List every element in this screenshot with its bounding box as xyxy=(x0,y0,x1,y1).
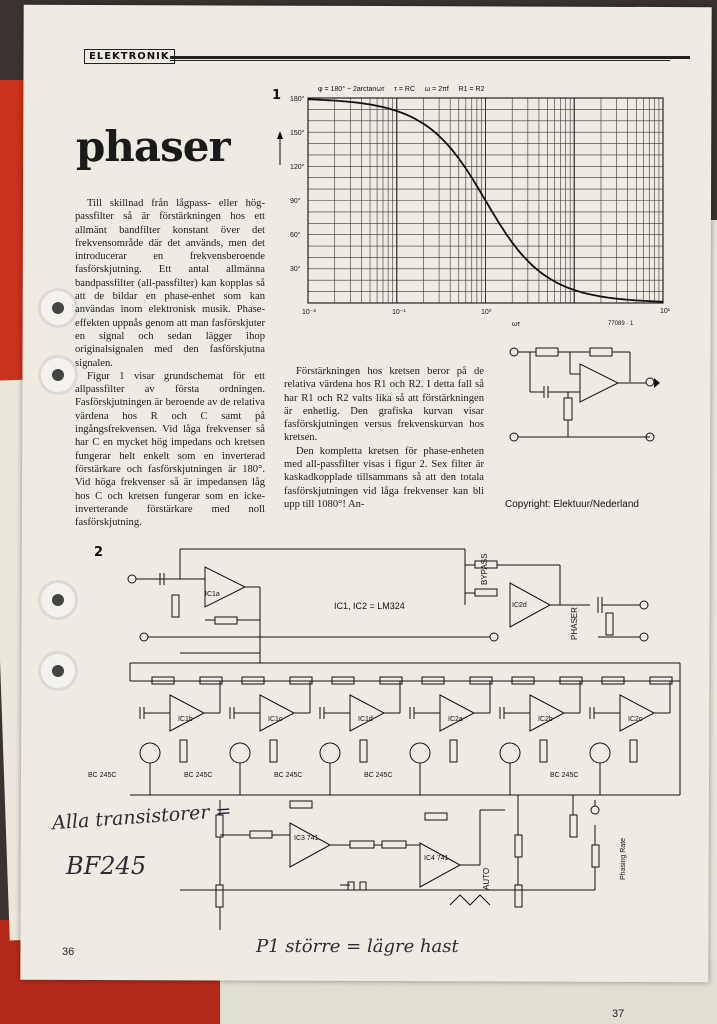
header-rule-thin xyxy=(170,60,670,61)
opamp-label: IC1a xyxy=(205,591,220,598)
x-axis-label: ωτ xyxy=(512,321,521,328)
punch-hole xyxy=(38,651,78,691)
y-tick: 180° xyxy=(290,96,305,103)
ic-note: IC1, IC2 = LM324 xyxy=(334,601,405,611)
paragraph: Den kompletta kretsen för phase-enheten med all-passfilter visas i figur 2. Sex filter är kaskadkopplade tillsammans så att den totala fasförskjutningen vid låga frekvenser kan bli upp till 1080°! An- xyxy=(284,445,484,510)
phase-graph xyxy=(270,95,690,335)
filter-stage-part xyxy=(360,740,367,762)
handwritten-note: P1 större = lägre hast xyxy=(256,936,459,957)
filter-stage-part xyxy=(500,743,520,763)
opamp-label: IC2a xyxy=(448,716,463,723)
filter-stage-part xyxy=(620,695,654,731)
paragraph: Förstärkningen hos kretsen beror på de relativa värdena hos R1 och R2. I detta fall så har R1 och R2 valts lika så att förstärkningen är enhetlig. Den grafiska kurvan visar fasförskjutningen versus frekvenskurvan hos kretsen. xyxy=(284,366,484,444)
filter-stage-part xyxy=(350,695,384,731)
y-tick: 150° xyxy=(290,130,305,137)
filter-stage-part xyxy=(590,743,610,763)
auto-label: AUTO xyxy=(482,867,491,890)
x-tick: 10⁰ xyxy=(481,309,492,316)
paragraph: Till skillnad från lågpass- eller hög-passfilter så är förstärkningen hos ett allmänt bandfilter konstant över det frekvensområde där det används, men det introducerar en frekvensberoende fasförskjutning. Ett antal allmänna bandpassfilter (all-passfilter) kan kopplas så att de bildar en phase-enhet som kan användas inom elektronisk musik. Phase-effekten uppnås genom att man fasförskjuter en signal och sedan lägger ihop originalsignalen med den fasförskjutna signalen. xyxy=(75,198,265,369)
transistor-label: BC 245C xyxy=(88,772,117,779)
x-tick: 10¹ xyxy=(660,308,671,315)
phaser-label: PHASER xyxy=(570,607,579,640)
magazine-logo: ELEKTRONIK xyxy=(84,49,175,64)
transistor-label: BC 245C xyxy=(184,772,213,779)
opamp-label: IC2d xyxy=(512,602,527,609)
opamp-label: IC2c xyxy=(628,716,643,723)
filter-stage-part xyxy=(440,695,474,731)
punch-hole xyxy=(38,580,78,620)
transistor-label: BC 245C xyxy=(550,772,579,779)
x-tick: 10⁻² xyxy=(302,309,316,316)
figure-1-formula: φ = 180° − 2arctanωτ τ = RC ω = 2πf R1 = R2 xyxy=(318,86,485,93)
page-number-left: 36 xyxy=(62,946,75,958)
figure-2-number: 2 xyxy=(94,545,104,560)
opamp-label: IC4 741 xyxy=(424,855,449,862)
handwritten-note: Alla transistorer = xyxy=(51,799,233,835)
filter-stage-part xyxy=(270,740,277,762)
transistor-label: BC 245C xyxy=(364,772,393,779)
phaser-schematic xyxy=(120,545,700,940)
figure-1-number: 1 xyxy=(272,88,282,103)
punch-hole xyxy=(38,288,78,328)
filter-stage-part xyxy=(170,695,204,731)
filter-stage-part xyxy=(450,740,457,762)
handwritten-note: BF245 xyxy=(66,852,147,880)
filter-stage-part xyxy=(530,695,564,731)
figure-code: 77089 · 1 xyxy=(608,321,634,327)
opamp-label: IC1b xyxy=(178,716,193,723)
opamp-label: IC2b xyxy=(538,716,553,723)
y-tick: 60° xyxy=(290,232,301,239)
filter-stage-part xyxy=(320,743,340,763)
filter-stage-part xyxy=(140,743,160,763)
article-column-2 xyxy=(284,365,484,511)
allpass-schematic xyxy=(500,332,680,447)
article-column-1 xyxy=(75,197,265,529)
filter-stage-part xyxy=(410,743,430,763)
article-title: phaser xyxy=(76,122,230,171)
filter-stage-part xyxy=(260,695,294,731)
filter-stage-part xyxy=(180,740,187,762)
y-tick: 120° xyxy=(290,164,305,171)
paragraph: Figur 1 visar grundschemat för ett allpassfilter av första ordningen. Fasförskjutningen är beroende av de relativa värdena hos R och C samt på ingångsfrekvensen. Vid låga frekvenser så har C en mycket hög impedans och kretsen fungerar helt enkelt som en inverterad förstärkare och fasförskjutningen är 180°. Vid höga frekvenser så är impedansen låg hos C och kretsen fungerar som en icke-inverterande förstärkare med noll fasförskjutning. xyxy=(75,370,265,529)
punch-hole xyxy=(38,355,78,395)
copyright-note: Copyright: Elektuur/Nederland xyxy=(505,499,639,510)
opamp-label: IC1c xyxy=(268,716,283,723)
y-tick: 90° xyxy=(290,198,301,205)
phasing-rate-label: Phasing Rate xyxy=(620,837,627,880)
page-number-right: 37 xyxy=(612,1008,625,1020)
filter-stage-part xyxy=(540,740,547,762)
filter-stage-part xyxy=(230,743,250,763)
opamp-label: IC1d xyxy=(358,716,373,723)
x-tick: 10⁻¹ xyxy=(392,309,406,316)
filter-stage-part xyxy=(630,740,637,762)
header-rule xyxy=(170,56,690,59)
bypass-label: BYPASS xyxy=(480,553,489,585)
transistor-label: BC 245C xyxy=(274,772,303,779)
opamp-label: IC3 741 xyxy=(294,835,319,842)
y-tick: 30° xyxy=(290,266,301,273)
